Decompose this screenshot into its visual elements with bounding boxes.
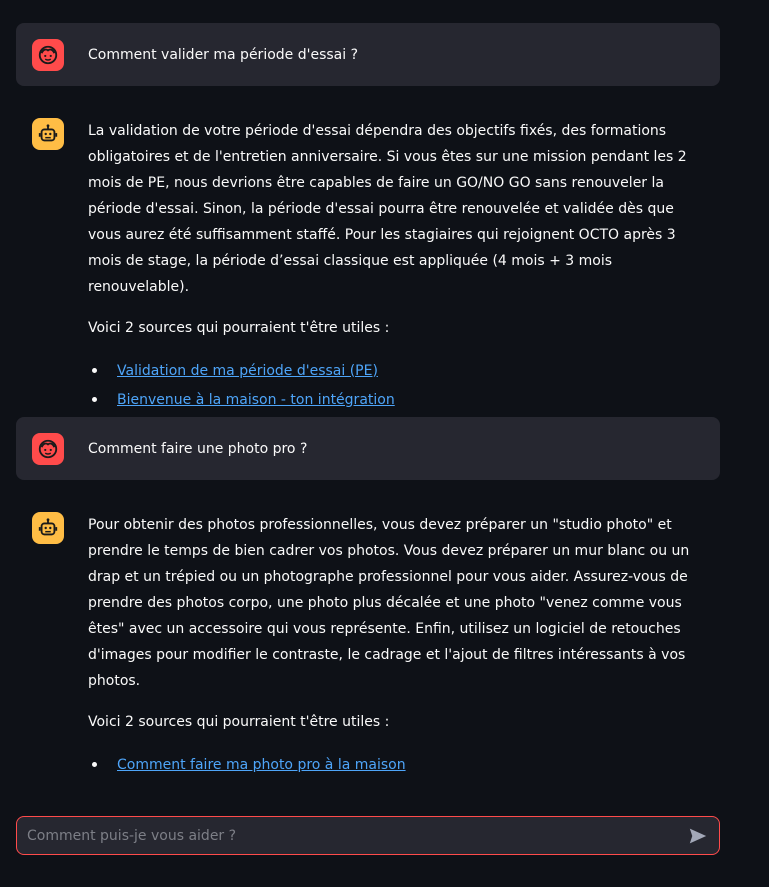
chat-input[interactable]: [27, 828, 687, 844]
bullet: [92, 762, 97, 767]
chat-input-box: [16, 816, 720, 855]
bullet: [92, 368, 97, 373]
user-message: [16, 23, 720, 86]
user-message-text: Comment valider ma période d'essai ?: [88, 47, 359, 63]
user-face-icon: [37, 44, 59, 66]
sources-intro: Voici 2 sources qui pourraient t'être utiles :: [88, 320, 390, 336]
robot-icon: [37, 123, 59, 145]
user-message-text: Comment faire une photo pro ?: [88, 441, 308, 457]
assistant-message-body: [88, 512, 704, 779]
source-link[interactable]: Comment faire ma photo pro à la maison: [117, 756, 406, 773]
source-link[interactable]: Validation de ma période d'essai (PE): [117, 362, 378, 379]
sources-intro: Voici 2 sources qui pourraient t'être utiles :: [88, 714, 390, 730]
assistant-message-text: La validation de votre période d'essai dépendra des objectifs fixés, des formations obligatoires et de l'entretien anniversaire. Si vous êtes sur une mission pendant les 2 mois de PE, nous devrions être capables de faire un GO/NO GO sans renouveler la période d'essai. Sinon, la période d'essai pourra être renouvelée et validée dès que vous aurez été suffisamment staffé. Pour les stagiaires qui rejoignent OCTO après 3 mois de stage, la période d’essai classique est appliquée (4 mois + 3 mois renouvelable).: [88, 123, 687, 295]
list-item: [92, 356, 704, 385]
assistant-message: [16, 496, 720, 773]
user-message: [16, 417, 720, 480]
user-avatar: [32, 433, 64, 465]
list-item: [92, 750, 704, 779]
assistant-message-text: Pour obtenir des photos professionnelles, vous devez préparer un "studio photo" et prendre le temps de bien cadrer vos photos. Vous devez préparer un mur blanc ou un drap et un trépied ou un photographe professionnel pour vous aider. Assurez-vous de prendre des photos corpo, une photo plus décalée et une photo "venez comme vous êtes" avec un accessoire qui vous représente. Enfin, utilisez un logiciel de retouches d'images pour modifier le contraste, le cadrage et l'ajout de filtres intéressants à vos photos.: [88, 517, 690, 689]
assistant-avatar: [32, 512, 64, 544]
sources-list: [88, 356, 704, 414]
send-icon: [688, 827, 708, 845]
send-button[interactable]: [687, 825, 709, 847]
list-item: [92, 385, 704, 414]
assistant-avatar: [32, 118, 64, 150]
user-avatar: [32, 39, 64, 71]
assistant-message: [16, 102, 720, 408]
robot-icon: [37, 517, 59, 539]
source-link[interactable]: Bienvenue à la maison - ton intégration: [117, 391, 395, 408]
user-face-icon: [37, 438, 59, 460]
assistant-message-body: [88, 118, 704, 414]
sources-list: [88, 750, 704, 779]
bullet: [92, 397, 97, 402]
